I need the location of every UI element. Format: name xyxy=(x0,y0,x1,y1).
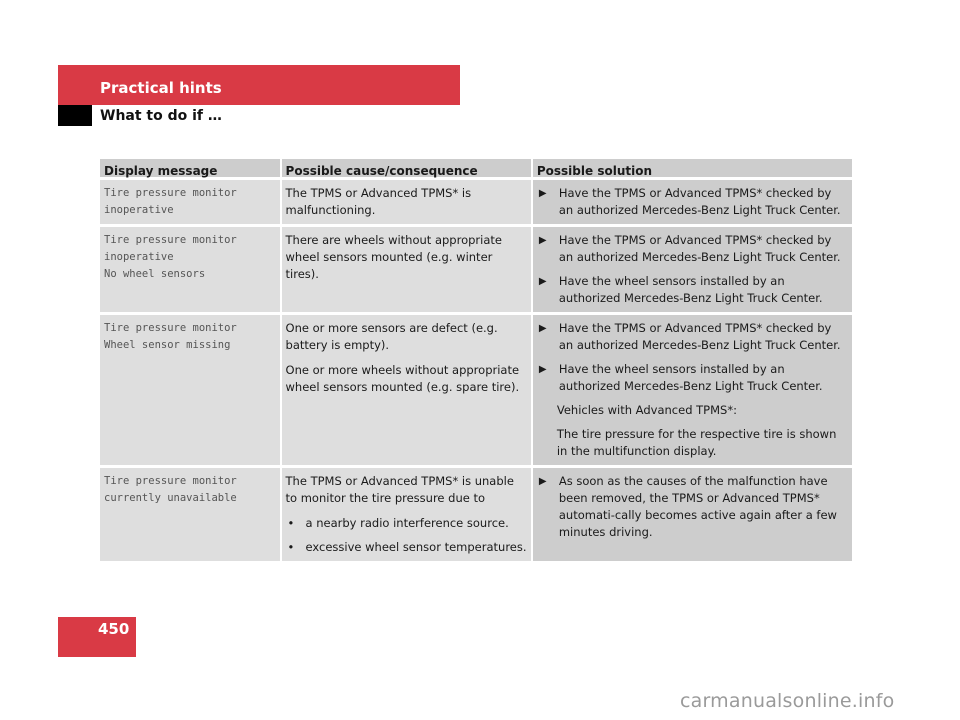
solution-step xyxy=(537,232,846,266)
solution-note: Vehicles with Advanced TPMS*: xyxy=(556,403,737,417)
cause-text: One or more wheels without appropriate wheel sensors mounted (e.g. spare tire). xyxy=(285,363,520,394)
solution-text: Have the TPMS or Advanced TPMS* checked by an authorized Mercedes-Benz Light Truck Center. xyxy=(558,233,841,264)
message-table xyxy=(100,159,852,561)
bullet-icon: • xyxy=(287,516,295,530)
black-tab xyxy=(58,105,92,126)
display-message: Tire pressure monitor inoperative xyxy=(104,187,237,216)
arrow-icon: ▶ xyxy=(538,188,547,199)
table-header xyxy=(100,159,852,177)
display-message: Tire pressure monitor inoperative No wheel sensors xyxy=(104,234,237,280)
solution-step xyxy=(537,473,846,541)
cause-text: One or more sensors are defect (e.g. battery is empty). xyxy=(285,321,498,352)
table-row xyxy=(100,227,852,312)
solution-text: Have the TPMS or Advanced TPMS* checked by an authorized Mercedes-Benz Light Truck Center. xyxy=(558,321,841,352)
arrow-icon: ▶ xyxy=(538,323,547,334)
solution-text: As soon as the causes of the malfunction have been removed, the TPMS or Advanced TPMS* automati-cally becomes active again after a few minutes driving. xyxy=(558,474,837,539)
display-message-cell xyxy=(100,227,280,312)
cause-text: The TPMS or Advanced TPMS* is unable to monitor the tire pressure due to xyxy=(285,474,514,505)
cause-cell xyxy=(282,315,531,465)
cause-bullet-text: a nearby radio interference source. xyxy=(305,516,509,530)
solution-text: Have the wheel sensors installed by an authorized Mercedes-Benz Light Truck Center. xyxy=(558,274,823,305)
bullet-icon: • xyxy=(287,540,295,554)
column-header-solution: Possible solution xyxy=(533,159,852,177)
solution-cell xyxy=(533,468,852,561)
table-row xyxy=(100,180,852,224)
page-subtitle: What to do if … xyxy=(100,108,222,124)
solution-cell xyxy=(533,315,852,465)
solution-text: Have the wheel sensors installed by an authorized Mercedes-Benz Light Truck Center. xyxy=(558,362,823,393)
cause-bullet xyxy=(286,515,527,532)
display-message-cell xyxy=(100,315,280,465)
cause-cell xyxy=(282,180,531,224)
arrow-icon: ▶ xyxy=(538,364,547,375)
table-row xyxy=(100,468,852,561)
table-row xyxy=(100,315,852,465)
cause-bullet xyxy=(286,539,527,556)
column-header-display-message: Display message xyxy=(100,159,280,177)
display-message-cell xyxy=(100,468,280,561)
cause-text: There are wheels without appropriate wheel sensors mounted (e.g. winter tires). xyxy=(285,233,502,281)
arrow-icon: ▶ xyxy=(538,276,547,287)
solution-step xyxy=(537,361,846,395)
cause-cell xyxy=(282,227,531,312)
cause-text: The TPMS or Advanced TPMS* is malfunctioning. xyxy=(285,186,472,217)
solution-note: The tire pressure for the respective tire is shown in the multifunction display. xyxy=(556,427,837,458)
solution-step xyxy=(537,185,846,219)
display-message: Tire pressure monitor Wheel sensor missing xyxy=(104,322,237,351)
solution-cell xyxy=(533,180,852,224)
section-title: Practical hints xyxy=(100,79,222,97)
arrow-icon: ▶ xyxy=(538,235,547,246)
display-message: Tire pressure monitor currently unavailable xyxy=(104,475,237,504)
solution-cell xyxy=(533,227,852,312)
solution-step xyxy=(537,273,846,307)
arrow-icon: ▶ xyxy=(538,476,547,487)
cause-cell xyxy=(282,468,531,561)
watermark: carmanualsonline.info xyxy=(680,690,895,712)
solution-step xyxy=(537,320,846,354)
display-message-cell xyxy=(100,180,280,224)
cause-bullet-text: excessive wheel sensor temperatures. xyxy=(305,540,527,554)
solution-text: Have the TPMS or Advanced TPMS* checked by an authorized Mercedes-Benz Light Truck Center. xyxy=(558,186,841,217)
column-header-cause: Possible cause/consequence xyxy=(282,159,531,177)
page-number: 450 xyxy=(98,620,130,638)
